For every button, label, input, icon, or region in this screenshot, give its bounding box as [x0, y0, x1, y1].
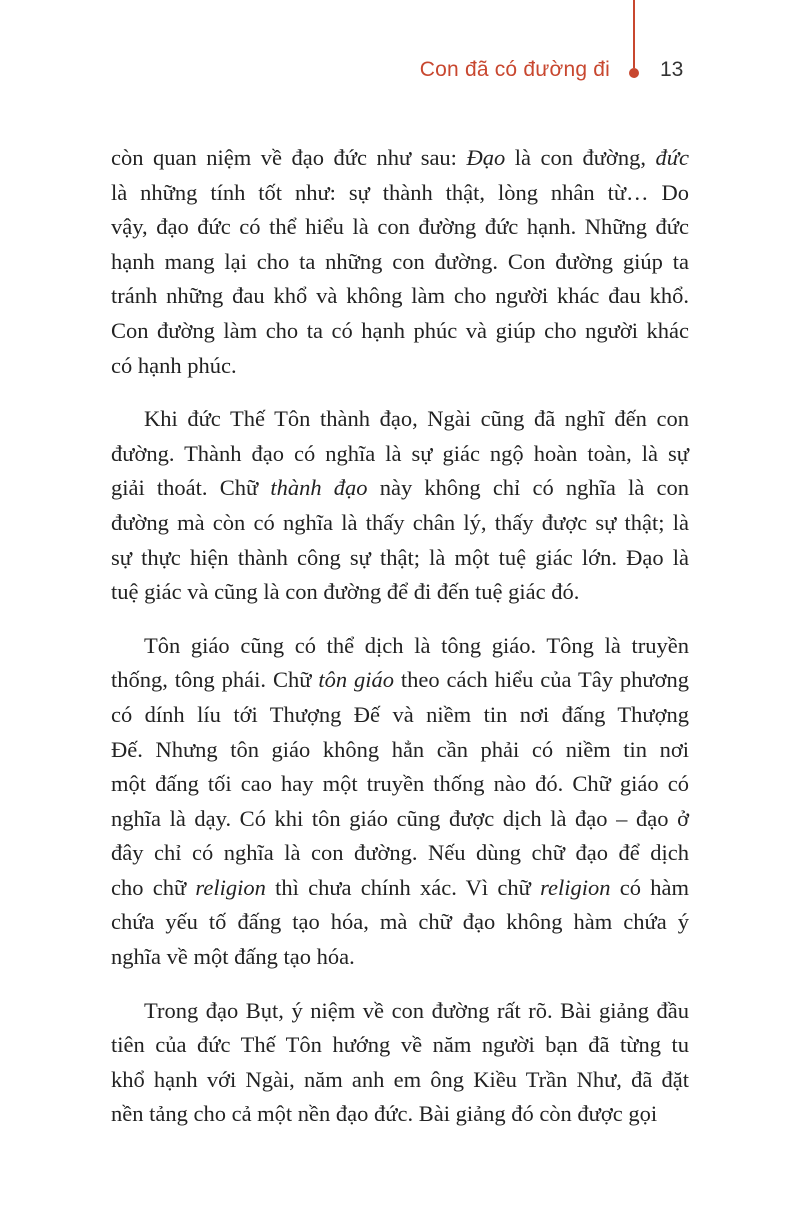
text-run: Khi đức Thế Tôn thành đạo, Ngài cũng đã nghĩ đến con [144, 406, 689, 432]
text-run: theo cách hiểu của Tây phương [393, 667, 689, 693]
body-text [111, 141, 689, 1132]
text-line [111, 663, 689, 698]
text-run: tuệ giác và cũng là con đường để đi đến tuệ giác đó. [111, 579, 580, 605]
text-line [111, 733, 689, 768]
text-run: có hàm [610, 874, 690, 900]
italic-term: Đạo [466, 145, 506, 170]
text-run: chứa yếu tố đấng tạo hóa, mà chữ đạo không hàm chứa ý [111, 909, 689, 935]
text-line [111, 575, 689, 610]
text-line [111, 176, 689, 211]
text-run: hạnh mang lại cho ta những con đường. Con đường giúp ta [111, 248, 689, 274]
text-run: tiên của đức Thế Tôn hướng về năm người bạn đã từng tu [111, 1032, 689, 1058]
text-run: có dính líu tới Thượng Đế và niềm tin nơi đấng Thượng [111, 701, 689, 727]
text-line [111, 836, 689, 871]
text-run: nghĩa là dạy. Có khi tôn giáo cũng được dịch là đạo – đạo ở [111, 805, 689, 831]
text-line [111, 437, 689, 472]
text-line [111, 1063, 689, 1098]
text-line [111, 629, 689, 664]
text-run: Đế. Nhưng tôn giáo không hẳn cần phải có niềm tin nơi [111, 736, 689, 762]
text-line [111, 349, 689, 384]
text-run: sự thực hiện thành công sự thật; là một tuệ giác lớn. Đạo là [111, 544, 689, 570]
text-run: đường. Thành đạo có nghĩa là sự giác ngộ hoàn toàn, là sự [111, 440, 689, 466]
text-run: nghĩa về một đấng tạo hóa. [111, 944, 355, 970]
text-line [111, 994, 689, 1029]
text-run: đây chỉ có nghĩa là con đường. Nếu dùng chữ đạo để dịch [111, 840, 689, 866]
paragraph [111, 994, 689, 1132]
text-line [111, 871, 689, 906]
text-line [111, 279, 689, 314]
text-line [111, 541, 689, 576]
text-line [111, 402, 689, 437]
italic-term: tôn giáo [318, 667, 394, 693]
text-line [111, 940, 689, 975]
paragraph [111, 402, 689, 610]
text-line [111, 698, 689, 733]
running-title: Con đã có đường đi [419, 58, 610, 81]
italic-term: religion [195, 874, 266, 900]
text-run: còn quan niệm về đạo đức như sau: [111, 145, 467, 170]
text-run: Trong đạo Bụt, ý niệm về con đường rất rõ. Bài giảng đầu [144, 997, 689, 1023]
text-run: có hạnh phúc. [111, 352, 237, 378]
italic-term: đức [655, 145, 689, 170]
text-run: là con đường, [505, 145, 656, 170]
paragraph [111, 141, 689, 383]
text-run: vậy, đạo đức có thể hiểu là con đường đức hạnh. Những đức [111, 214, 689, 240]
page-number: 13 [660, 58, 684, 81]
text-run: Con đường làm cho ta có hạnh phúc và giúp cho người khác [111, 317, 689, 343]
text-line [111, 210, 689, 245]
text-line [111, 1028, 689, 1063]
text-run: thống, tông phái. Chữ [111, 667, 319, 693]
header-rule [633, 0, 635, 68]
text-line [111, 245, 689, 280]
header-dot [629, 68, 639, 78]
text-line [111, 802, 689, 837]
text-line [111, 471, 689, 506]
text-run: cho chữ [111, 874, 196, 900]
text-run: thì chưa chính xác. Vì chữ [265, 874, 541, 900]
text-run: đường mà còn có nghĩa là thấy chân lý, thấy được sự thật; là [111, 509, 689, 535]
text-line [111, 141, 689, 176]
text-line [111, 314, 689, 349]
text-run: một đấng tối cao hay một truyền thống nào đó. Chữ giáo có [111, 771, 689, 797]
paragraph [111, 629, 689, 975]
text-run: Tôn giáo cũng có thể dịch là tông giáo. Tông là truyền [144, 632, 689, 658]
text-run: tránh những đau khổ và không làm cho người khác đau khổ. [111, 283, 689, 309]
text-run: khổ hạnh với Ngài, năm anh em ông Kiều Trần Như, đã đặt [111, 1066, 689, 1092]
text-run: là những tính tốt như: sự thành thật, lòng nhân từ… Do [111, 179, 689, 205]
text-run: nền tảng cho cả một nền đạo đức. Bài giảng đó còn được gọi [111, 1101, 658, 1127]
text-line [111, 1097, 689, 1132]
italic-term: religion [540, 874, 611, 900]
italic-term: thành đạo [270, 475, 368, 501]
text-run: giải thoát. Chữ [111, 475, 271, 501]
text-line [111, 506, 689, 541]
text-line [111, 905, 689, 940]
text-line [111, 767, 689, 802]
text-run: này không chỉ có nghĩa là con [367, 475, 689, 501]
